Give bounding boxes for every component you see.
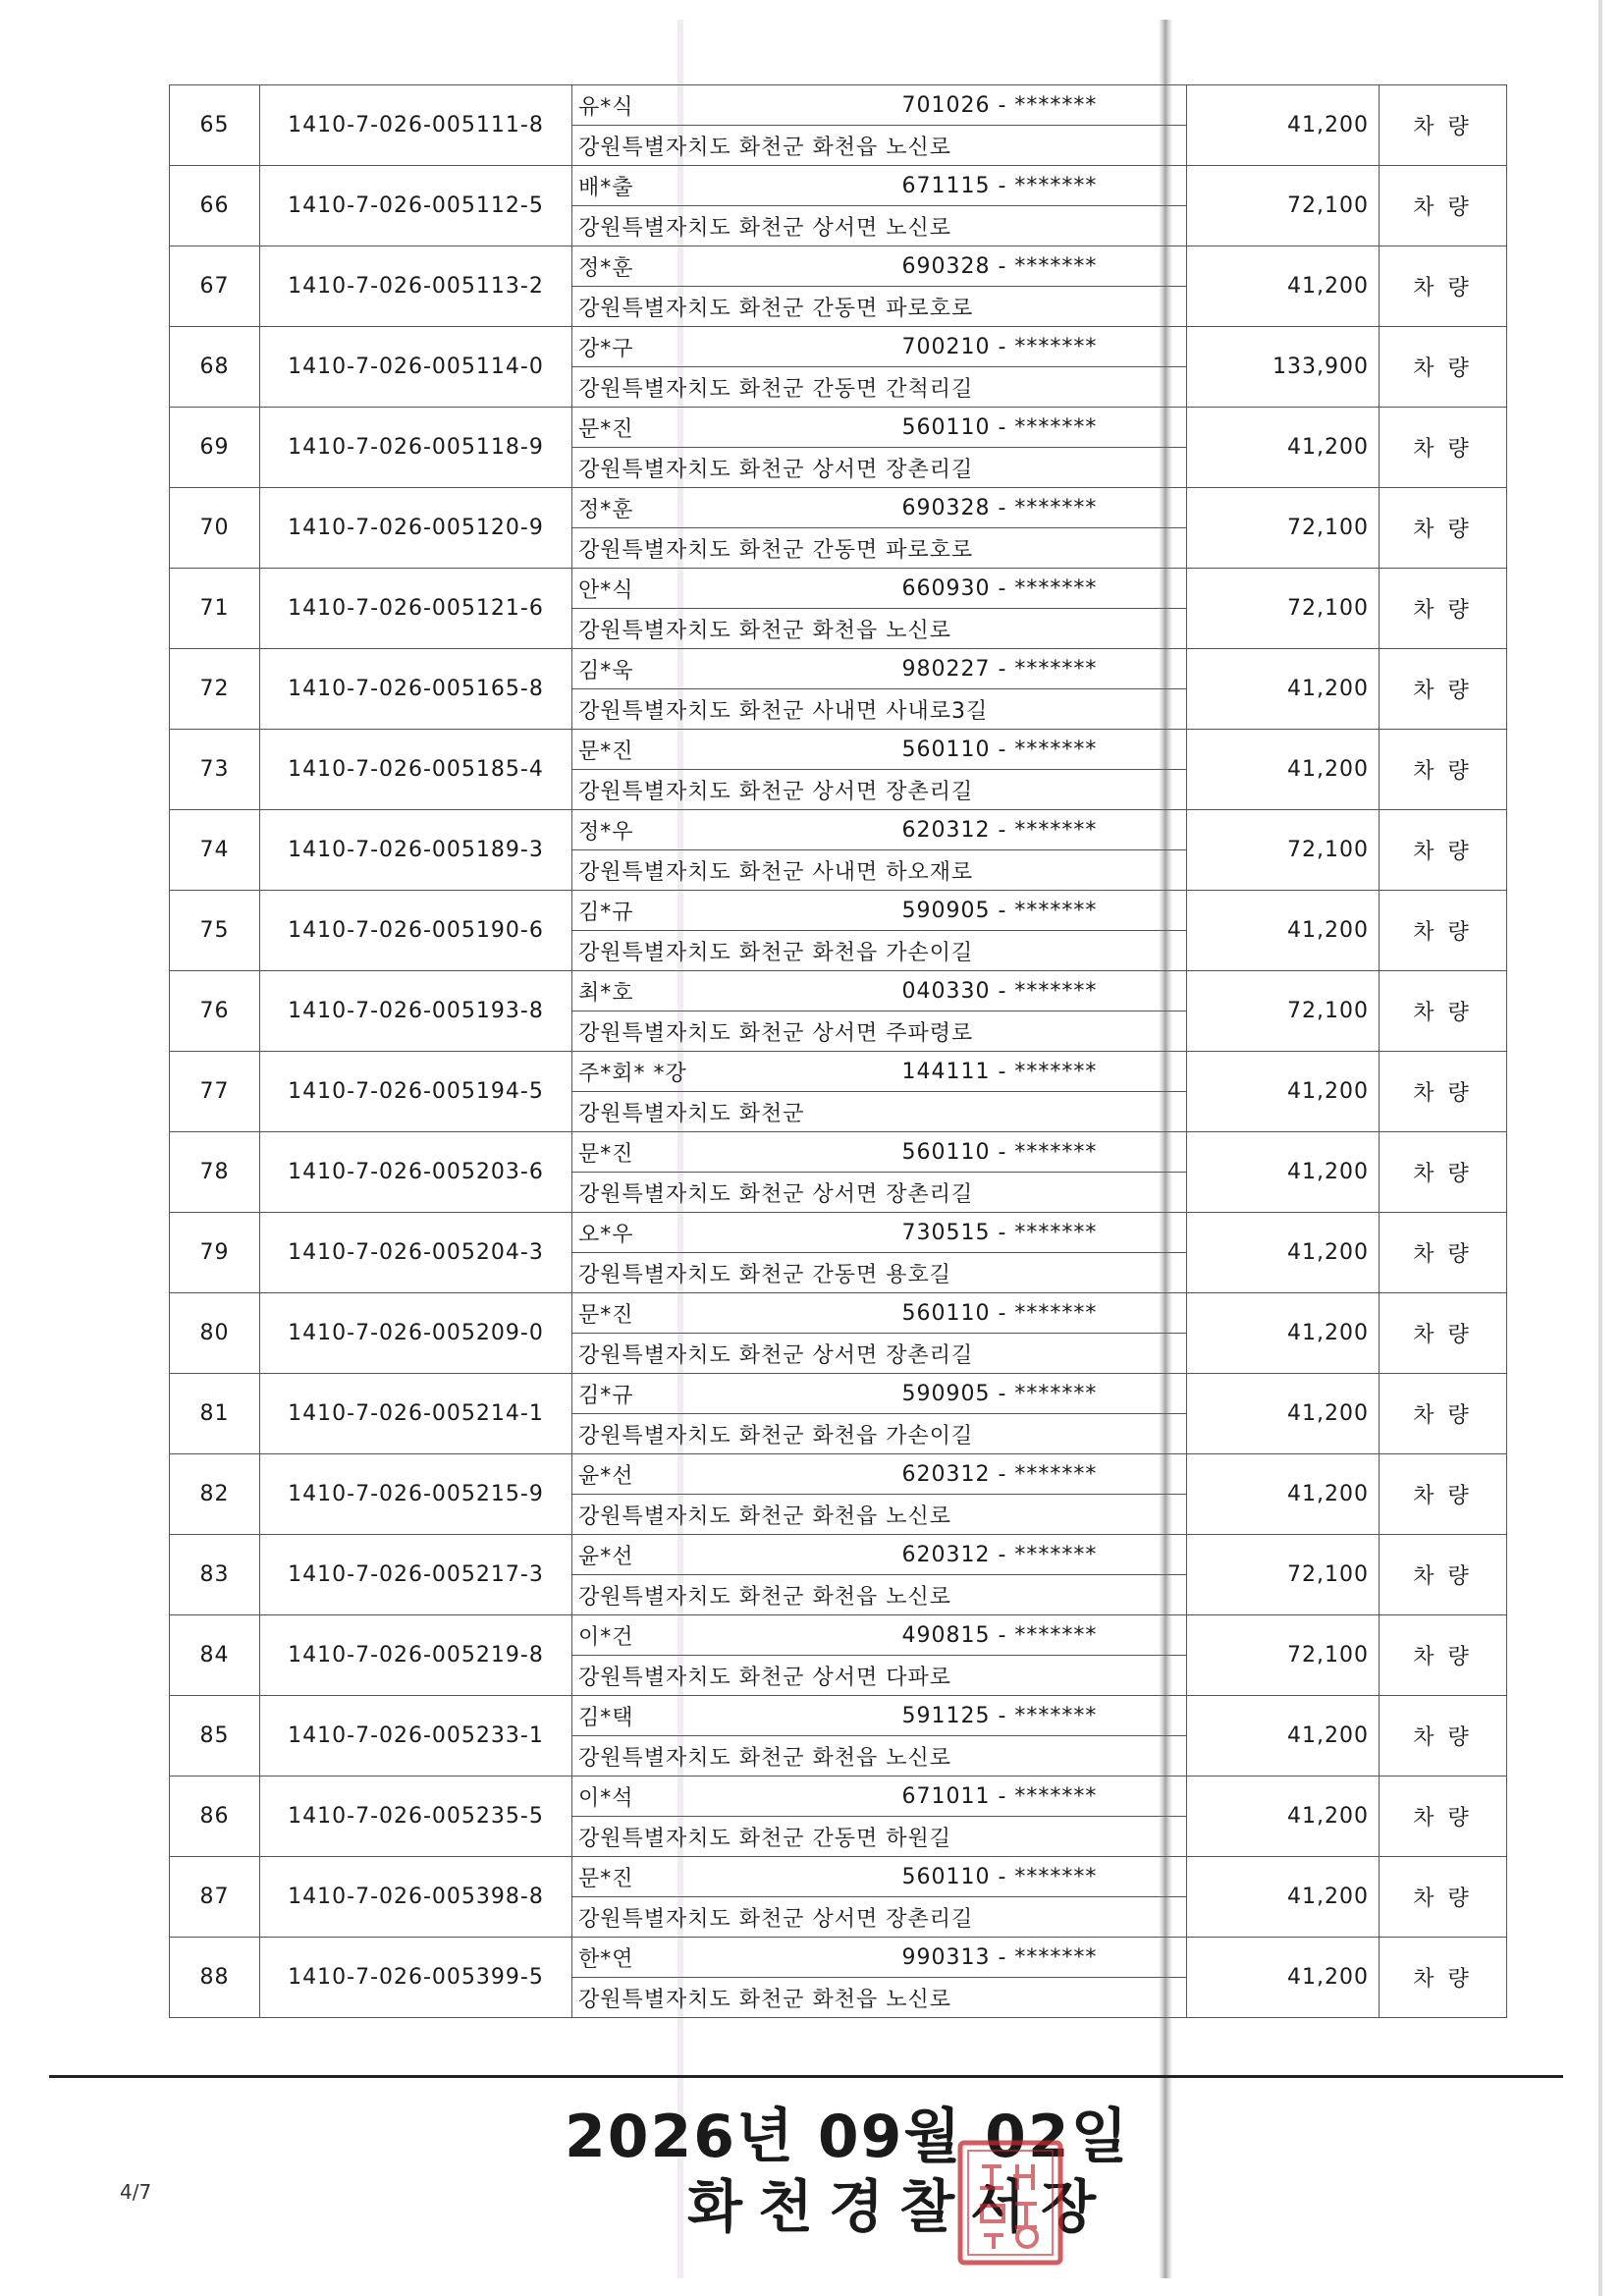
record-number: 85 (170, 1696, 260, 1777)
amount: 72,100 (1187, 1615, 1380, 1696)
record-row (170, 1454, 1507, 1495)
amount: 72,100 (1187, 488, 1380, 569)
owner-address: 강원특별자치도 화천군 화천읍 노신로 (572, 1978, 1187, 2018)
category: 차량 (1380, 408, 1507, 488)
amount: 41,200 (1187, 1374, 1380, 1454)
owner-name: 한*연 (572, 1938, 896, 1978)
amount: 41,200 (1187, 1777, 1380, 1857)
category: 차량 (1380, 730, 1507, 810)
official-seal-icon (954, 2137, 1066, 2269)
account-number: 1410-7-026-005120-9 (260, 488, 572, 569)
category: 차량 (1380, 246, 1507, 327)
category: 차량 (1380, 971, 1507, 1052)
owner-address: 강원특별자치도 화천군 상서면 장촌리길 (572, 1173, 1187, 1213)
account-number: 1410-7-026-005203-6 (260, 1132, 572, 1213)
record-row (170, 1052, 1507, 1092)
record-number: 81 (170, 1374, 260, 1454)
record-number: 77 (170, 1052, 260, 1132)
account-number: 1410-7-026-005189-3 (260, 810, 572, 891)
record-row (170, 569, 1507, 609)
account-number: 1410-7-026-005219-8 (260, 1615, 572, 1696)
record-row (170, 971, 1507, 1011)
record-number: 88 (170, 1938, 260, 2018)
registry-table-body (170, 85, 1507, 2018)
owner-address: 강원특별자치도 화천군 간동면 파로호로 (572, 287, 1187, 327)
owner-address: 강원특별자치도 화천군 화천읍 노신로 (572, 1736, 1187, 1777)
category: 차량 (1380, 569, 1507, 649)
account-number: 1410-7-026-005398-8 (260, 1857, 572, 1938)
issue-date: 2026년 09월 02일 (565, 2103, 1130, 2171)
account-number: 1410-7-026-005204-3 (260, 1213, 572, 1293)
record-row (170, 1374, 1507, 1414)
owner-address: 강원특별자치도 화천군 화천읍 가손이길 (572, 931, 1187, 971)
issuing-office: 화천경찰서장 (687, 2173, 1112, 2240)
account-number: 1410-7-026-005121-6 (260, 569, 572, 649)
resident-number: 560110 - ******* (896, 1293, 1187, 1334)
owner-address: 강원특별자치도 화천군 간동면 용호길 (572, 1253, 1187, 1293)
resident-number: 590905 - ******* (896, 891, 1187, 931)
resident-number: 620312 - ******* (896, 810, 1187, 850)
record-number: 76 (170, 971, 260, 1052)
category: 차량 (1380, 1535, 1507, 1615)
page-edge (1598, 0, 1602, 2296)
amount: 41,200 (1187, 1857, 1380, 1938)
resident-number: 671115 - ******* (896, 166, 1187, 206)
category: 차량 (1380, 1696, 1507, 1777)
record-row (170, 85, 1507, 126)
owner-address: 강원특별자치도 화천군 상서면 주파령로 (572, 1011, 1187, 1052)
account-number: 1410-7-026-005214-1 (260, 1374, 572, 1454)
owner-address: 강원특별자치도 화천군 (572, 1092, 1187, 1132)
resident-number: 590905 - ******* (896, 1374, 1187, 1414)
owner-name: 김*욱 (572, 649, 896, 689)
owner-name: 문*진 (572, 408, 896, 448)
resident-number: 990313 - ******* (896, 1938, 1187, 1978)
resident-number: 144111 - ******* (896, 1052, 1187, 1092)
amount: 72,100 (1187, 1535, 1380, 1615)
record-row (170, 730, 1507, 770)
record-row (170, 327, 1507, 367)
category: 차량 (1380, 1857, 1507, 1938)
category: 차량 (1380, 891, 1507, 971)
amount: 41,200 (1187, 246, 1380, 327)
owner-name: 김*규 (572, 1374, 896, 1414)
account-number: 1410-7-026-005118-9 (260, 408, 572, 488)
category: 차량 (1380, 1615, 1507, 1696)
owner-address: 강원특별자치도 화천군 화천읍 노신로 (572, 609, 1187, 649)
record-row (170, 1615, 1507, 1656)
account-number: 1410-7-026-005185-4 (260, 730, 572, 810)
amount: 41,200 (1187, 1052, 1380, 1132)
record-row (170, 1213, 1507, 1253)
amount: 41,200 (1187, 408, 1380, 488)
record-number: 82 (170, 1454, 260, 1535)
record-row (170, 810, 1507, 850)
category: 차량 (1380, 1374, 1507, 1454)
record-row (170, 166, 1507, 206)
amount: 72,100 (1187, 166, 1380, 246)
owner-name: 문*진 (572, 1132, 896, 1173)
record-number: 87 (170, 1857, 260, 1938)
category: 차량 (1380, 488, 1507, 569)
resident-number: 560110 - ******* (896, 408, 1187, 448)
category: 차량 (1380, 166, 1507, 246)
owner-address: 강원특별자치도 화천군 상서면 다파로 (572, 1656, 1187, 1696)
record-row (170, 488, 1507, 528)
record-number: 68 (170, 327, 260, 408)
owner-address: 강원특별자치도 화천군 상서면 장촌리길 (572, 448, 1187, 488)
resident-number: 730515 - ******* (896, 1213, 1187, 1253)
resident-number: 560110 - ******* (896, 1132, 1187, 1173)
account-number: 1410-7-026-005190-6 (260, 891, 572, 971)
account-number: 1410-7-026-005233-1 (260, 1696, 572, 1777)
amount: 41,200 (1187, 1213, 1380, 1293)
owner-address: 강원특별자치도 화천군 간동면 하원길 (572, 1817, 1187, 1857)
record-row (170, 1938, 1507, 1978)
record-number: 84 (170, 1615, 260, 1696)
category: 차량 (1380, 1132, 1507, 1213)
record-number: 66 (170, 166, 260, 246)
owner-address: 강원특별자치도 화천군 간동면 파로호로 (572, 528, 1187, 569)
resident-number: 980227 - ******* (896, 649, 1187, 689)
amount: 41,200 (1187, 1454, 1380, 1535)
amount: 41,200 (1187, 85, 1380, 166)
record-row (170, 408, 1507, 448)
resident-number: 690328 - ******* (896, 246, 1187, 287)
account-number: 1410-7-026-005111-8 (260, 85, 572, 166)
resident-number: 660930 - ******* (896, 569, 1187, 609)
record-number: 78 (170, 1132, 260, 1213)
owner-name: 이*건 (572, 1615, 896, 1656)
registry-table (169, 84, 1507, 2018)
owner-address: 강원특별자치도 화천군 사내면 하오재로 (572, 850, 1187, 891)
category: 차량 (1380, 1213, 1507, 1293)
resident-number: 701026 - ******* (896, 85, 1187, 126)
category: 차량 (1380, 1293, 1507, 1374)
record-number: 80 (170, 1293, 260, 1374)
page-number: 4/7 (120, 2180, 152, 2204)
record-row (170, 1293, 1507, 1334)
owner-name: 오*우 (572, 1213, 896, 1253)
owner-address: 강원특별자치도 화천군 상서면 장촌리길 (572, 1897, 1187, 1938)
record-number: 72 (170, 649, 260, 730)
resident-number: 620312 - ******* (896, 1535, 1187, 1575)
owner-name: 김*규 (572, 891, 896, 931)
amount: 41,200 (1187, 891, 1380, 971)
owner-address: 강원특별자치도 화천군 화천읍 노신로 (572, 1495, 1187, 1535)
category: 차량 (1380, 1052, 1507, 1132)
account-number: 1410-7-026-005399-5 (260, 1938, 572, 2018)
amount: 133,900 (1187, 327, 1380, 408)
resident-number: 700210 - ******* (896, 327, 1187, 367)
record-row (170, 1132, 1507, 1173)
owner-name: 주*회* *강 (572, 1052, 896, 1092)
owner-name: 유*식 (572, 85, 896, 126)
resident-number: 560110 - ******* (896, 1857, 1187, 1897)
record-number: 83 (170, 1535, 260, 1615)
owner-name: 이*석 (572, 1777, 896, 1817)
record-row (170, 1777, 1507, 1817)
account-number: 1410-7-026-005113-2 (260, 246, 572, 327)
resident-number: 671011 - ******* (896, 1777, 1187, 1817)
record-number: 75 (170, 891, 260, 971)
record-row (170, 246, 1507, 287)
resident-number: 690328 - ******* (896, 488, 1187, 528)
owner-name: 최*호 (572, 971, 896, 1011)
owner-name: 문*진 (572, 1293, 896, 1334)
scan-fold-mark (1159, 20, 1172, 2278)
account-number: 1410-7-026-005193-8 (260, 971, 572, 1052)
account-number: 1410-7-026-005114-0 (260, 327, 572, 408)
owner-name: 윤*선 (572, 1454, 896, 1495)
account-number: 1410-7-026-005112-5 (260, 166, 572, 246)
category: 차량 (1380, 810, 1507, 891)
owner-name: 배*출 (572, 166, 896, 206)
category: 차량 (1380, 1938, 1507, 2018)
owner-address: 강원특별자치도 화천군 상서면 장촌리길 (572, 770, 1187, 810)
owner-address: 강원특별자치도 화천군 간동면 간척리길 (572, 367, 1187, 408)
account-number: 1410-7-026-005235-5 (260, 1777, 572, 1857)
amount: 41,200 (1187, 1293, 1380, 1374)
owner-address: 강원특별자치도 화천군 화천읍 노신로 (572, 1575, 1187, 1615)
resident-number: 620312 - ******* (896, 1454, 1187, 1495)
amount: 41,200 (1187, 1132, 1380, 1213)
record-number: 70 (170, 488, 260, 569)
record-number: 86 (170, 1777, 260, 1857)
owner-address: 강원특별자치도 화천군 화천읍 노신로 (572, 126, 1187, 166)
owner-name: 문*진 (572, 1857, 896, 1897)
record-number: 65 (170, 85, 260, 166)
record-number: 67 (170, 246, 260, 327)
amount: 72,100 (1187, 810, 1380, 891)
record-row (170, 1535, 1507, 1575)
owner-name: 정*훈 (572, 488, 896, 528)
owner-name: 안*식 (572, 569, 896, 609)
owner-address: 강원특별자치도 화천군 상서면 노신로 (572, 206, 1187, 246)
resident-number: 560110 - ******* (896, 730, 1187, 770)
account-number: 1410-7-026-005165-8 (260, 649, 572, 730)
account-number: 1410-7-026-005215-9 (260, 1454, 572, 1535)
amount: 72,100 (1187, 971, 1380, 1052)
footer-divider (49, 2075, 1563, 2078)
amount: 41,200 (1187, 1696, 1380, 1777)
owner-name: 정*훈 (572, 246, 896, 287)
account-number: 1410-7-026-005209-0 (260, 1293, 572, 1374)
record-number: 69 (170, 408, 260, 488)
resident-number: 591125 - ******* (896, 1696, 1187, 1736)
amount: 41,200 (1187, 730, 1380, 810)
record-number: 71 (170, 569, 260, 649)
owner-address: 강원특별자치도 화천군 상서면 장촌리길 (572, 1334, 1187, 1374)
category: 차량 (1380, 1777, 1507, 1857)
owner-address: 강원특별자치도 화천군 화천읍 가손이길 (572, 1414, 1187, 1454)
amount: 41,200 (1187, 649, 1380, 730)
resident-number: 040330 - ******* (896, 971, 1187, 1011)
record-row (170, 1696, 1507, 1736)
owner-name: 정*우 (572, 810, 896, 850)
amount: 41,200 (1187, 1938, 1380, 2018)
record-row (170, 891, 1507, 931)
record-number: 74 (170, 810, 260, 891)
account-number: 1410-7-026-005194-5 (260, 1052, 572, 1132)
resident-number: 490815 - ******* (896, 1615, 1187, 1656)
category: 차량 (1380, 327, 1507, 408)
owner-name: 문*진 (572, 730, 896, 770)
category: 차량 (1380, 649, 1507, 730)
record-number: 79 (170, 1213, 260, 1293)
owner-name: 김*택 (572, 1696, 896, 1736)
category: 차량 (1380, 1454, 1507, 1535)
record-number: 73 (170, 730, 260, 810)
category: 차량 (1380, 85, 1507, 166)
record-row (170, 1857, 1507, 1897)
owner-address: 강원특별자치도 화천군 사내면 사내로3길 (572, 689, 1187, 730)
amount: 72,100 (1187, 569, 1380, 649)
owner-name: 강*구 (572, 327, 896, 367)
account-number: 1410-7-026-005217-3 (260, 1535, 572, 1615)
record-row (170, 649, 1507, 689)
owner-name: 윤*선 (572, 1535, 896, 1575)
